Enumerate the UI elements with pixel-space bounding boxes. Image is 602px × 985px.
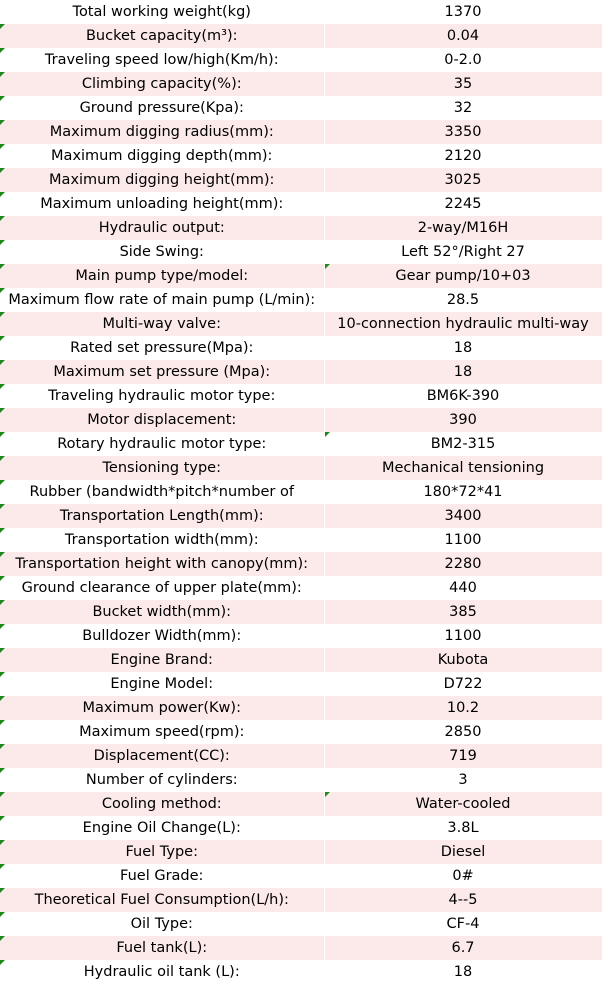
spec-value: 180*72*41 <box>324 480 602 504</box>
spec-value: 10.2 <box>324 696 602 720</box>
table-row <box>0 864 602 888</box>
spec-value: 35 <box>324 72 602 96</box>
spec-value: 3.8L <box>324 816 602 840</box>
spec-label: Bucket capacity(m³): <box>0 24 324 48</box>
spec-label: Total working weight(kg) <box>0 0 324 24</box>
spec-label: Transportation width(mm): <box>0 528 324 552</box>
spec-label: Ground clearance of upper plate(mm): <box>0 576 324 600</box>
spec-label: Maximum digging radius(mm): <box>0 120 324 144</box>
table-row <box>0 648 602 672</box>
table-row <box>0 72 602 96</box>
table-row <box>0 528 602 552</box>
table-row <box>0 840 602 864</box>
spec-value: 440 <box>324 576 602 600</box>
spec-label: Transportation height with canopy(mm): <box>0 552 324 576</box>
spec-label: Side Swing: <box>0 240 324 264</box>
spec-label: Maximum digging height(mm): <box>0 168 324 192</box>
table-row <box>0 576 602 600</box>
spec-label: Maximum power(Kw): <box>0 696 324 720</box>
spec-label: Transportation Length(mm): <box>0 504 324 528</box>
table-row <box>0 624 602 648</box>
spec-value: D722 <box>324 672 602 696</box>
table-row <box>0 504 602 528</box>
spec-value: CF-4 <box>324 912 602 936</box>
spec-value: 32 <box>324 96 602 120</box>
table-row <box>0 288 602 312</box>
table-row <box>0 24 602 48</box>
table-row <box>0 312 602 336</box>
spec-value: Water-cooled <box>324 792 602 816</box>
spec-label: Ground pressure(Kpa): <box>0 96 324 120</box>
spec-label: Number of cylinders: <box>0 768 324 792</box>
spec-value: 3025 <box>324 168 602 192</box>
table-row <box>0 120 602 144</box>
spec-value: 390 <box>324 408 602 432</box>
table-row <box>0 912 602 936</box>
table-row <box>0 48 602 72</box>
spec-value: 0# <box>324 864 602 888</box>
table-row <box>0 480 602 504</box>
spec-label: Maximum unloading height(mm): <box>0 192 324 216</box>
spec-value: 3350 <box>324 120 602 144</box>
spec-value: 1100 <box>324 528 602 552</box>
spec-value: Left 52°/Right 27 <box>324 240 602 264</box>
spec-value: 2120 <box>324 144 602 168</box>
table-row <box>0 192 602 216</box>
spec-value: 0-2.0 <box>324 48 602 72</box>
spec-label: Traveling hydraulic motor type: <box>0 384 324 408</box>
spec-label: Maximum digging depth(mm): <box>0 144 324 168</box>
spec-value: 3 <box>324 768 602 792</box>
table-row <box>0 816 602 840</box>
spec-value: 719 <box>324 744 602 768</box>
table-row <box>0 432 602 456</box>
spec-value: 385 <box>324 600 602 624</box>
table-row <box>0 408 602 432</box>
spec-value: Mechanical tensioning <box>324 456 602 480</box>
spec-value: Kubota <box>324 648 602 672</box>
spec-value: 2245 <box>324 192 602 216</box>
spec-label: Hydraulic oil tank (L): <box>0 960 324 984</box>
spec-value: 18 <box>324 336 602 360</box>
spec-label: Bucket width(mm): <box>0 600 324 624</box>
table-row <box>0 720 602 744</box>
spec-value: 28.5 <box>324 288 602 312</box>
spec-value: 4--5 <box>324 888 602 912</box>
table-row <box>0 768 602 792</box>
spec-label: Multi-way valve: <box>0 312 324 336</box>
table-row <box>0 384 602 408</box>
table-row <box>0 960 602 984</box>
spec-value: 3400 <box>324 504 602 528</box>
spec-label: Oil Type: <box>0 912 324 936</box>
table-row <box>0 600 602 624</box>
table-row <box>0 936 602 960</box>
spec-value: Diesel <box>324 840 602 864</box>
table-row <box>0 888 602 912</box>
spec-value: 1370 <box>324 0 602 24</box>
table-row <box>0 456 602 480</box>
spec-label: Motor displacement: <box>0 408 324 432</box>
spec-value: Gear pump/10+03 <box>324 264 602 288</box>
table-row <box>0 360 602 384</box>
table-row <box>0 336 602 360</box>
table-row <box>0 696 602 720</box>
spec-label: Rotary hydraulic motor type: <box>0 432 324 456</box>
spec-label: Tensioning type: <box>0 456 324 480</box>
spec-label: Rubber (bandwidth*pitch*number of <box>0 480 324 504</box>
spec-label: Engine Brand: <box>0 648 324 672</box>
table-row <box>0 552 602 576</box>
table-row <box>0 744 602 768</box>
spec-value: 2280 <box>324 552 602 576</box>
table-row <box>0 168 602 192</box>
spec-value: 2-way/M16H <box>324 216 602 240</box>
spec-label: Hydraulic output: <box>0 216 324 240</box>
spec-label: Engine Oil Change(L): <box>0 816 324 840</box>
spec-label: Cooling method: <box>0 792 324 816</box>
spec-label: Displacement(CC): <box>0 744 324 768</box>
table-row <box>0 144 602 168</box>
spec-label: Traveling speed low/high(Km/h): <box>0 48 324 72</box>
spec-value: 18 <box>324 360 602 384</box>
spec-value: 1100 <box>324 624 602 648</box>
spec-label: Fuel tank(L): <box>0 936 324 960</box>
table-row <box>0 672 602 696</box>
spec-label: Theoretical Fuel Consumption(L/h): <box>0 888 324 912</box>
spec-value: 18 <box>324 960 602 984</box>
spec-value: 10-connection hydraulic multi-way <box>324 312 602 336</box>
spec-label: Maximum flow rate of main pump (L/min): <box>0 288 324 312</box>
spec-value: BM2-315 <box>324 432 602 456</box>
table-row <box>0 792 602 816</box>
spec-label: Climbing capacity(%): <box>0 72 324 96</box>
spec-label: Fuel Type: <box>0 840 324 864</box>
table-row <box>0 240 602 264</box>
spec-label: Rated set pressure(Mpa): <box>0 336 324 360</box>
spec-label: Engine Model: <box>0 672 324 696</box>
spec-value: 0.04 <box>324 24 602 48</box>
spec-label: Bulldozer Width(mm): <box>0 624 324 648</box>
spec-label: Maximum set pressure (Mpa): <box>0 360 324 384</box>
table-row <box>0 264 602 288</box>
table-row <box>0 96 602 120</box>
spec-value: BM6K-390 <box>324 384 602 408</box>
spec-value: 2850 <box>324 720 602 744</box>
spec-label: Main pump type/model: <box>0 264 324 288</box>
spec-value: 6.7 <box>324 936 602 960</box>
spec-label: Maximum speed(rpm): <box>0 720 324 744</box>
spec-label: Fuel Grade: <box>0 864 324 888</box>
table-row <box>0 216 602 240</box>
table-row <box>0 0 602 24</box>
